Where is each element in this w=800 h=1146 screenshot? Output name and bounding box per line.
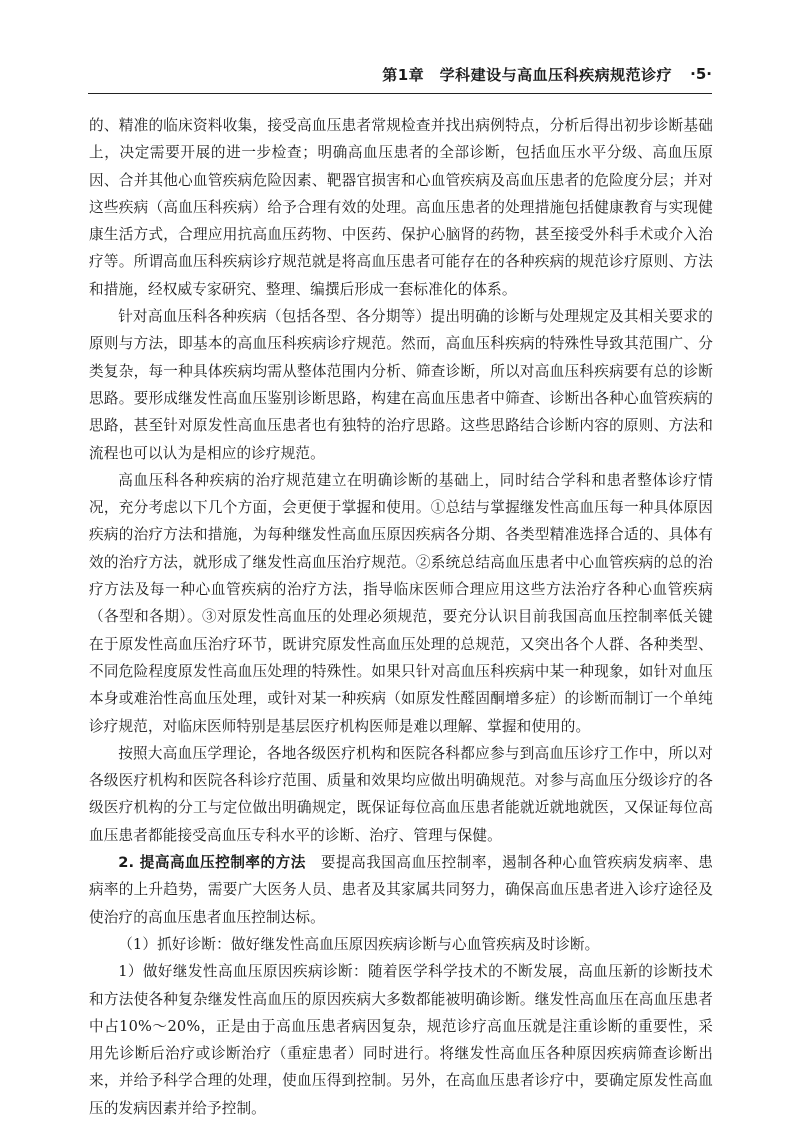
section-heading: 2. 提高高血压控制率的方法 [118,854,306,872]
paragraph: 高血压科各种疾病的治疗规范建立在明确诊断的基础上，同时结合学科和患者整体诊疗情况，充分考虑以下几个方面，会更便于掌握和使用。①总结与掌握继发性高血压每一种具体原因疾病的治疗方法和措施，为每种继发性高血压原因疾病各分期、各类型精准选择合适的、具体有效的治疗方法，就形成了继发性高血压治疗规范。②系统总结高血压患者中心血管疾病的总的治疗方法及每一种心血管疾病的治疗方法，指导临床医师合理应用这些方法治疗各种心血管疾病（各型和各期）。③对原发性高血压的处理必须规范，要充分认识目前我国高血压控制率低关键在于原发性高血压治疗环节，既讲究原发性高血压处理的总规范，又突出各个人群、各种类型、不同危险程度原发性高血压处理的特殊性。如果只针对高血压科疾病中某一种现象，如针对血压本身或难治性高血压处理，或针对某一种疾病（如原发性醛固酮增多症）的诊断而制订一个单纯诊疗规范，对临床医师特别是基层医疗机构医师是难以理解、掌握和使用的。 [89,471,713,735]
chapter-title: 第1章 学科建设与高血压科疾病规范诊疗 [382,65,673,84]
body-text [89,112,713,1122]
paragraph-text: 要提高我国高血压控制率，遏制各种心血管疾病发病率、患病率的上升趋势，需要广大医务人员、患者及其家属共同努力，确保高血压患者进入诊疗途径及使治疗的高血压患者血压控制达标。 [89,854,713,926]
paragraph-with-heading [89,849,713,931]
paragraph: 按照大高血压学理论，各地各级医疗机构和医院各科都应参与到高血压诊疗工作中，所以对各级医疗机构和医院各科诊疗范围、质量和效果均应做出明确规范。对参与高血压分级诊疗的各级医疗机构的分工与定位做出明确规定，既保证每位高血压患者能就近就地就医，又保证每位高血压患者都能接受高血压专科水平的诊断、治疗、管理与保健。 [89,744,713,844]
paragraph: 针对高血压科各种疾病（包括各型、各分期等）提出明确的诊断与处理规定及其相关要求的原则与方法，即基本的高血压科疾病诊疗规范。然而，高血压科疾病的特殊性导致其范围广、分类复杂，每一种具体疾病均需从整体范围内分析、筛查诊断，所以对高血压科疾病要有总的诊断思路。要形成继发性高血压鉴别诊断思路，构建在高血压患者中筛查、诊断出各种心血管疾病的思路，甚至针对原发性高血压患者也有独特的治疗思路。这些思路结合诊断内容的原则、方法和流程也可以认为是相应的诊疗规范。 [89,308,713,462]
paragraph: （1）抓好诊断：做好继发性高血压原因疾病诊断与心血管疾病及时诊断。 [118,935,600,953]
paragraph: 1）做好继发性高血压原因疾病诊断：随着医学科学技术的不断发展，高血压新的诊断技术和方法使各种复杂继发性高血压的原因疾病大多数都能被明确诊断。继发性高血压在高血压患者中占10%～20%，正是由于高血压患者病因复杂，规范诊疗高血压就是注重诊断的重要性，采用先诊断后治疗或诊断治疗（重症患者）同时进行。将继发性高血压各种原因疾病筛查诊断出来，并给予科学合理的处理，使血压得到控制。另外，在高血压患者诊疗中，要确定原发性高血压的发病因素并给予控制。 [89,963,713,1117]
running-header [88,62,712,86]
page-number: ·5· [690,65,712,83]
header-rule [88,93,712,94]
paragraph: 的、精准的临床资料收集，接受高血压患者常规检查并找出病例特点，分析后得出初步诊断基础上，决定需要开展的进一步检查；明确高血压患者的全部诊断，包括血压水平分级、高血压原因、合并其他心血管疾病危险因素、靶器官损害和心血管疾病及高血压患者的危险度分层；并对这些疾病（高血压科疾病）给予合理有效的处理。高血压患者的处理措施包括健康教育与实现健康生活方式，合理应用抗高血压药物、中医药、保护心脑肾的药物，甚至接受外科手术或介入治疗等。所谓高血压科疾病诊疗规范就是将高血压患者可能存在的各种疾病的规范诊疗原则、方法和措施，经权威专家研究、整理、编撰后形成一套标准化的体系。 [89,117,713,298]
